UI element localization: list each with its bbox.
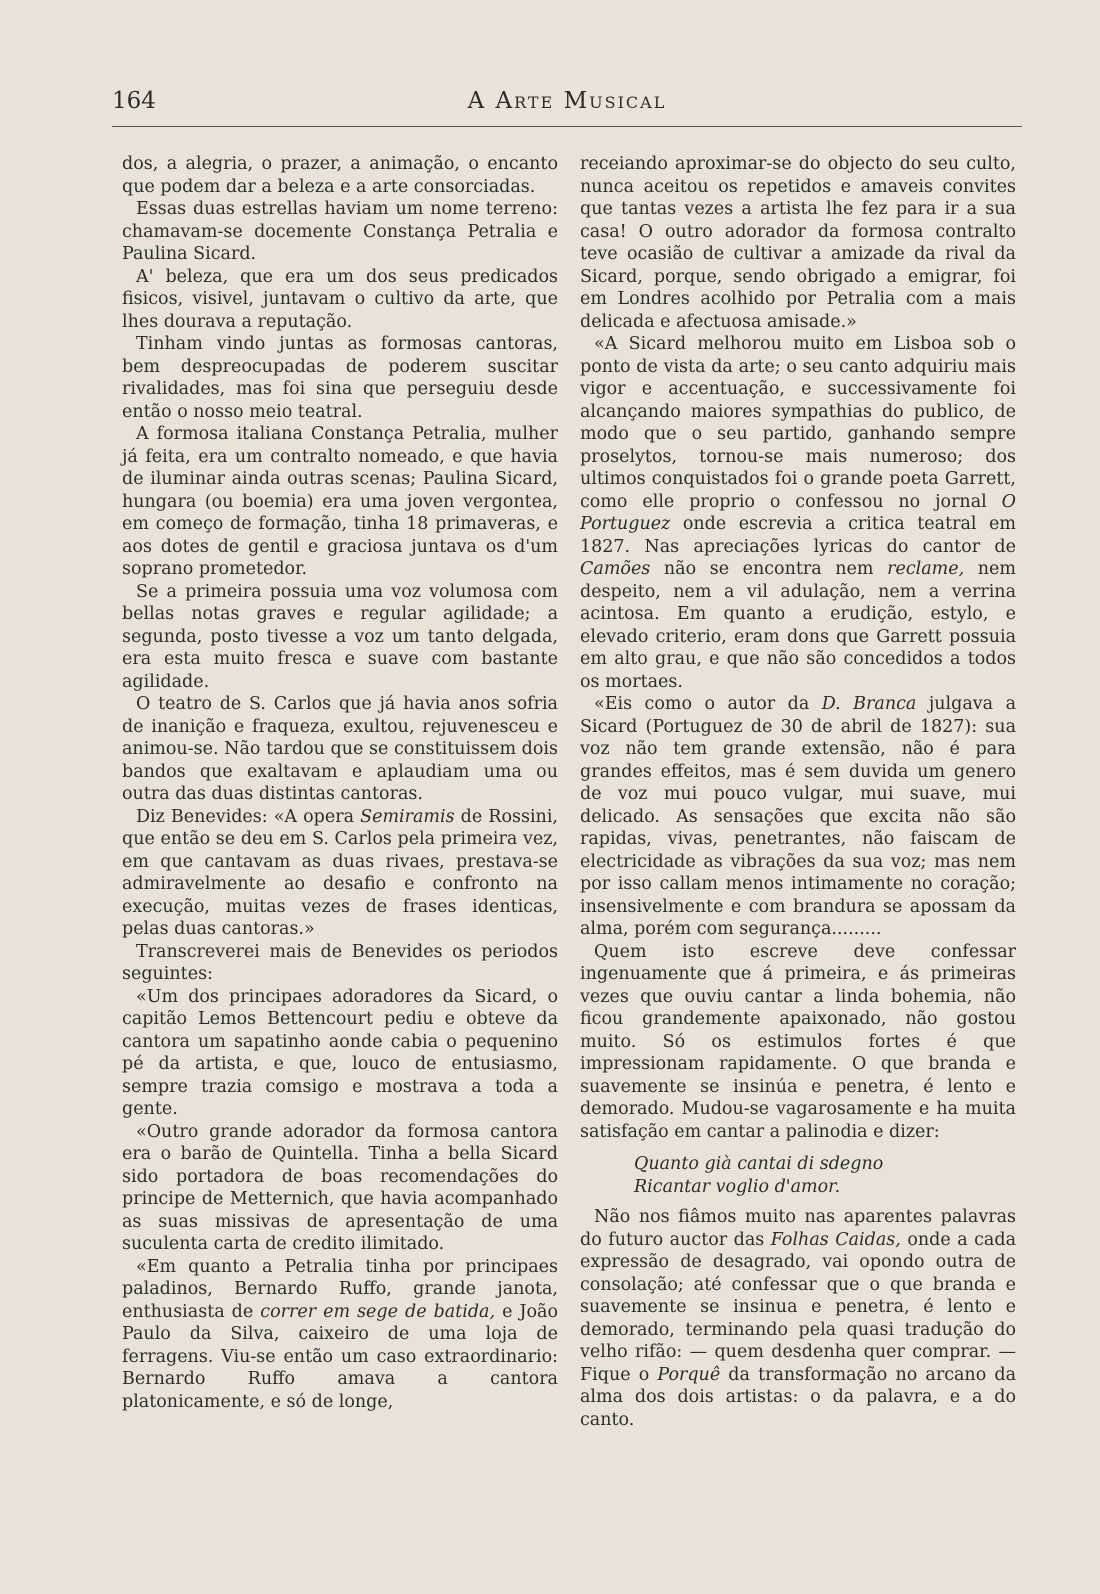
italic-text: Semiramis: [360, 806, 455, 827]
italic-text: Porquê: [657, 1364, 721, 1385]
paragraph: [580, 333, 1016, 693]
paragraph: [122, 806, 558, 941]
text-run: e João Paulo da Silva, caixeiro de uma loja de ferragens. Viu-se então um caso extraordinario: Bernardo Ruffo amava a cantora platonicamente, e só de longe,: [122, 1301, 558, 1412]
paragraph: Essas duas estrellas haviam um nome terreno: chamavam-se docemente Constança Petralia e Paulina Sicard.: [122, 199, 558, 264]
paragraph: A' beleza, que era um dos seus predicados fisicos, visivel, juntavam o cultivo da arte, que lhes dourava a reputação.: [122, 266, 558, 332]
text-run: Diz Benevides: «A opera: [136, 806, 361, 827]
italic-text: O Portuguez: [580, 491, 1016, 534]
left-column: [122, 153, 558, 1413]
paragraph: Tinham vindo juntas as formosas cantoras, bem despreocupadas de poderem suscitar rivalidades, mas foi sina que perseguiu desde então o nosso meio teatral.: [122, 334, 558, 422]
text-run: não se encontra nem: [650, 559, 888, 579]
italic-text: Folhas Caidas,: [770, 1229, 901, 1250]
text-run: onde a cada expressão de desagrado, vai opondo outra de consolação; até confessar que o que branda e suavemente se insinua e penetra, é lento e demorado, terminando pela quasi tradução do velho rifão: — quem desdenha quer comprar. — Fique o: [580, 1229, 1017, 1385]
header-rule: [112, 126, 1022, 127]
paragraph: «Outro grande adorador da formosa cantora era o barão de Quintella. Tinha a bella Sicard sido portadora de boas recomendações do principe de Metternich, que havia acompanhado as suas missivas de apresentação de uma suculenta carta de credito ilimitado.: [122, 1121, 558, 1254]
paragraph: Quem isto escreve deve confessar ingenuamente que á primeira, e ás primeiras vezes que ouviu cantar a linda bohemia, não ficou grandemente apaixonado, não gostou muito. Só os estimulos fortes é que impressionam rapidamente. O que branda e suavemente se insinúa e penetra, é lento e demorado. Mudou-se vagarosamente e ha muita satisfação em cantar a palinodia e dizer:: [580, 941, 1016, 1142]
paragraph: A formosa italiana Constança Petralia, mulher já feita, era um contralto nomeado, e que havia de iluminar ainda outras scenas; Paulina Sicard, hungara (ou boemia) era uma joven vergontea, em começo de formação, tinha 18 primaveras, e aos dotes de gentil e graciosa juntava os d'um soprano prometedor.: [122, 424, 558, 579]
text-run: onde escrevia a critica teatral em 1827. Nas apreciações lyricas do cantor de: [580, 514, 1016, 557]
page-header: [112, 88, 1022, 122]
verse-line: Quanto già cantai di sdegno: [634, 1154, 884, 1174]
running-title: A Arte Musical: [467, 88, 667, 114]
paragraph: «Um dos principaes adoradores da Sicard, o capitão Lemos Bettencourt pediu e obteve da cantora um sapatinho aonde cabia o pequenino pé da artista, e que, louco de entusiasmo, sempre trazia comsigo e mostrava a toda a gente.: [122, 986, 558, 1119]
paragraph: Se a primeira possuia uma voz volumosa com bellas notas graves e regular agilidade; a segunda, posto tivesse a voz um tanto delgada, era esta muito fresca e suave com bastante agilidade.: [122, 581, 558, 692]
verse-line: Ricantar voglio d'amor.: [634, 1176, 841, 1197]
text-run: Não nos fiâmos muito nas aparentes palavras do futuro auctor das: [580, 1207, 1016, 1250]
paragraph: dos, a alegria, o prazer, a animação, o encanto que podem dar a beleza e a arte consorciadas.: [122, 154, 558, 197]
paragraph: [122, 1256, 558, 1414]
italic-text: D. Branca: [821, 694, 917, 714]
text-run: «Em quanto a Petralia tinha por principaes paladinos, Bernardo Ruffo, grande janota, enthusiasta de: [122, 1256, 558, 1322]
paragraph: receiando aproximar-se do objecto do seu culto, nunca aceitou os repetidos e amaveis convites que tantas vezes a artista lhe fez para ir a sua casa! O outro adorador da formosa contralto teve ocasião de cultivar a amizade da rival da Sicard, porque, sendo obrigado a emigrar, foi em Londres acolhido por Petralia com a mais delicada e afectuosa amisade.»: [580, 154, 1016, 332]
text-run: da transformação no arcano da alma dos dois artistas: o da palavra, e a do canto.: [580, 1364, 1016, 1430]
text-run: de Rossini, que então se deu em S. Carlos pela primeira vez, em que cantavam as duas rivaes, prestava-se admiravelmente ao desafio e confronto na execução, muitas vezes de frases identicas, pelas duas cantoras.»: [122, 806, 558, 939]
verse-quote: [580, 1153, 1016, 1198]
page-number: 164: [112, 88, 156, 114]
paragraph: [580, 1206, 1016, 1431]
text-run: «A Sicard melhorou muito em Lisboa sob o ponto de vista da arte; o seu canto adquiriu mais vigor e accentuação, e successivamente foi alcançando maiores sympathias do publico, de modo que o seu partido, ganhando sempre proselytos, tornou-se mais numeroso; dos ultimos conquistados foi o grande poeta Garrett, como elle proprio o confessou no jornal: [580, 334, 1016, 512]
paragraph: Transcreverei mais de Benevides os periodos seguintes:: [122, 941, 558, 984]
text-run: julgava a Sicard (Portuguez de 30 de abril de 1827): sua voz não tem grande extensão, não é para grandes effeitos, mas é sem duvida um genero de voz mui pouco vulgar, mui suave, mui delicado. As sensações que excita não são rapidas, vivas, penetrantes, não faiscam de electricidade as vibrações da sua voz; mas nem por isso callam menos intimamente no coração; insensivelmente e com brandura se apossam da alma, porém com segurança.........: [580, 694, 1016, 939]
italic-text: correr em sege de batida,: [260, 1301, 496, 1322]
text-run: nem despeito, nem a vil adulação, nem a verrina acintosa. Em quanto a erudição, estylo, e elevado criterio, eram dons que Garrett possuia em alto grau, e que não são concedidos a todos os mortaes.: [580, 559, 1016, 692]
paragraph: O teatro de S. Carlos que já havia anos sofria de inanição e fraqueza, exultou, rejuvenesceu e animou-se. Não tardou que se constituissem dois bandos que exaltavam e aplaudiam uma ou outra das duas distintas cantoras.: [122, 694, 558, 804]
text-run: «Eis como o autor da: [594, 694, 822, 714]
italic-text: reclame,: [887, 559, 965, 579]
right-column: [580, 153, 1016, 1431]
paragraph: [580, 693, 1016, 941]
italic-text: Camões: [580, 559, 651, 579]
